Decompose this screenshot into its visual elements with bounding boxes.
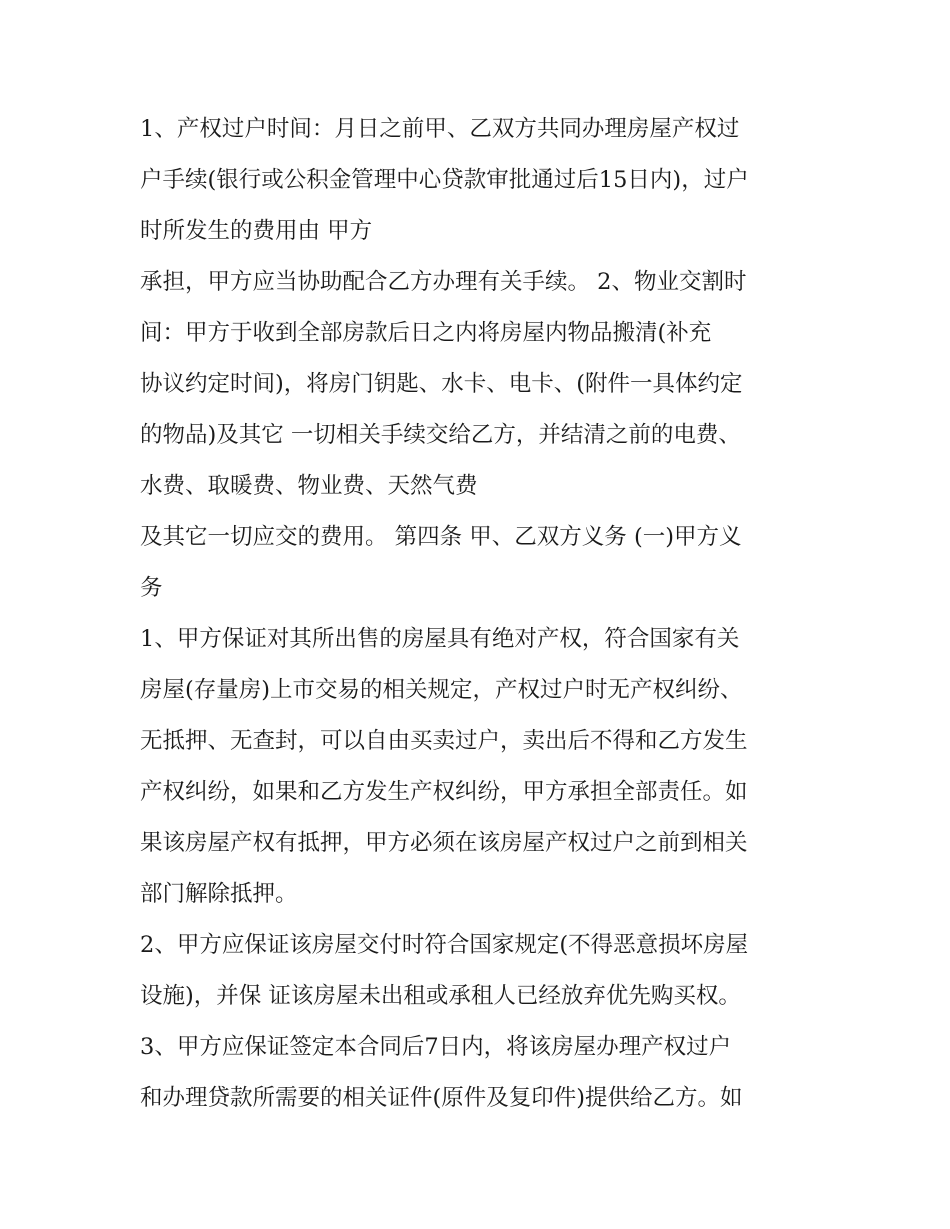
text-line: 1、甲方保证对其所出售的房屋具有绝对产权，符合国家有关 bbox=[140, 626, 740, 652]
document-body bbox=[140, 104, 820, 1124]
text-line: 3、甲方应保证签定本合同后7日内，将该房屋办理产权过户 bbox=[140, 1034, 732, 1060]
text-line: 及其它一切应交的费用。 第四条 甲、乙双方义务 (一)甲方义 bbox=[140, 524, 742, 550]
text-line: 设施)，并保 证该房屋未出租或承租人已经放弃优先购买权。 bbox=[140, 983, 741, 1009]
text-line: 间：甲方于收到全部房款后日之内将房屋内物品搬清(补充 bbox=[140, 320, 712, 346]
text-line: 时所发生的费用由 甲方 bbox=[140, 218, 373, 244]
text-line: 和办理贷款所需要的相关证件(原件及复印件)提供给乙方。如 bbox=[140, 1085, 743, 1111]
text-line: 的物品)及其它 一切相关手续交给乙方，并结清之前的电费、 bbox=[140, 422, 741, 448]
text-line: 务 bbox=[140, 575, 163, 601]
text-line: 无抵押、无查封，可以自由买卖过户，卖出后不得和乙方发生 bbox=[140, 728, 748, 754]
text-line: 1、产权过户时间：月日之前甲、乙双方共同办理房屋产权过 bbox=[140, 116, 740, 142]
text-line: 承担，甲方应当协助配合乙方办理有关手续。 2、物业交割时 bbox=[140, 269, 747, 295]
text-line: 果该房屋产权有抵押，甲方必须在该房屋产权过户之前到相关 bbox=[140, 830, 748, 856]
text-line: 2、甲方应保证该房屋交付时符合国家规定(不得恶意损坏房屋 bbox=[140, 932, 749, 958]
text-line: 户手续(银行或公积金管理中心贷款审批通过后15日内)，过户 bbox=[140, 167, 749, 193]
text-line: 产权纠纷，如果和乙方发生产权纠纷，甲方承担全部责任。如 bbox=[140, 779, 748, 805]
text-line: 水费、取暖费、物业费、天然气费 bbox=[140, 473, 478, 499]
text-line: 协议约定时间)，将房门钥匙、水卡、电卡、(附件一具体约定 bbox=[140, 371, 743, 397]
text-line: 房屋(存量房)上市交易的相关规定，产权过户时无产权纠纷、 bbox=[140, 677, 743, 703]
text-line: 部门解除抵押。 bbox=[140, 881, 298, 907]
